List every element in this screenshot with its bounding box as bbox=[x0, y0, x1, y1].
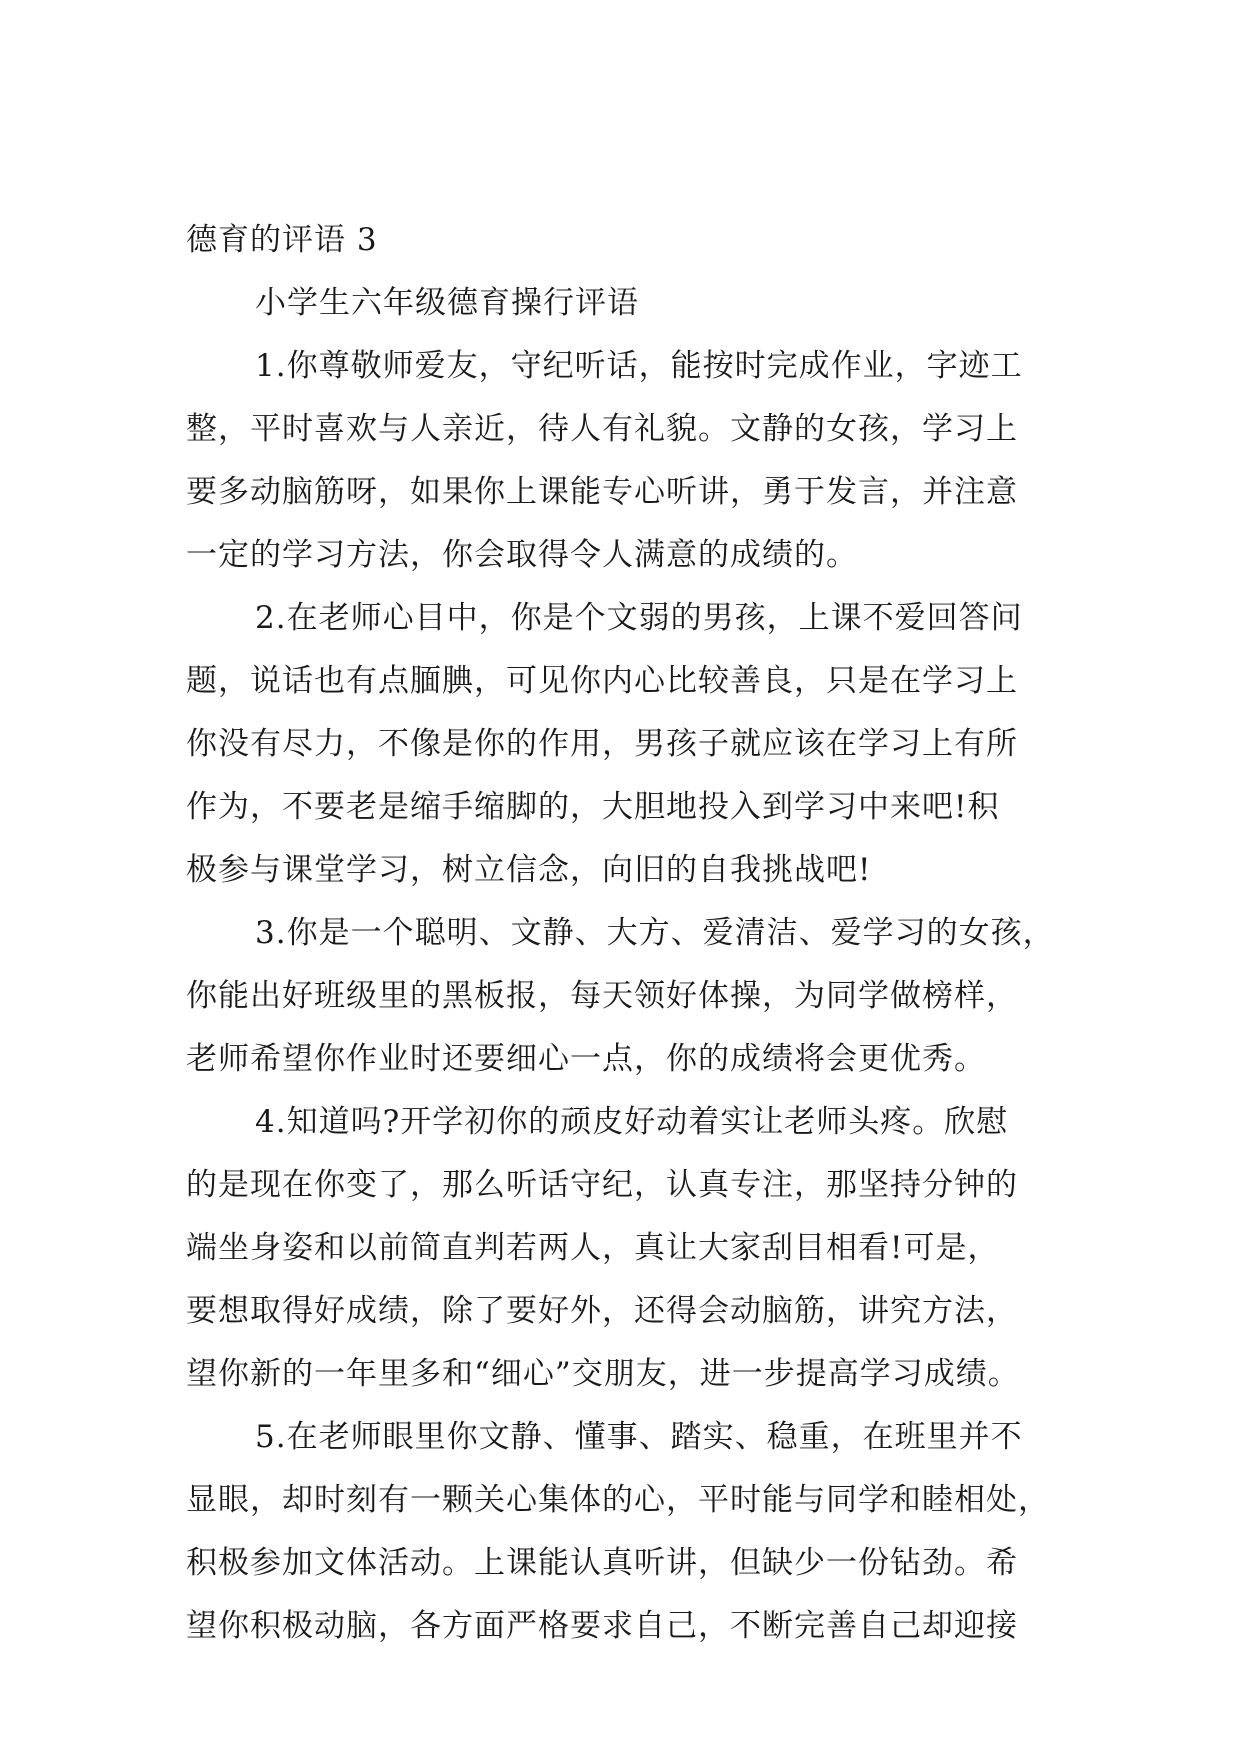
paragraph-line: 望你新的一年里多和“细心”交朋友，进一步提高学习成绩。 bbox=[186, 1356, 1020, 1392]
paragraph-line: 要想取得好成绩，除了要好外，还得会动脑筋，讲究方法， bbox=[186, 1293, 1018, 1329]
paragraph-line: 2.在老师心目中，你是个文弱的男孩，上课不爱回答问 bbox=[255, 600, 1023, 636]
paragraph-line: 的是现在你变了，那么听话守纪，认真专注，那坚持分钟的 bbox=[186, 1167, 1018, 1203]
paragraph-line: 作为，不要老是缩手缩脚的，大胆地投入到学习中来吧!积 bbox=[186, 789, 1000, 825]
paragraph-line: 积极参加文体活动。上课能认真听讲，但缺少一份钻劲。希 bbox=[186, 1545, 1018, 1581]
paragraph-line: 显眼，却时刻有一颗关心集体的心，平时能与同学和睦相处， bbox=[186, 1482, 1050, 1518]
paragraph-line: 端坐身姿和以前简直判若两人，真让大家刮目相看!可是， bbox=[186, 1230, 1000, 1266]
paragraph-line: 老师希望你作业时还要细心一点，你的成绩将会更优秀。 bbox=[186, 1041, 986, 1077]
paragraph-line: 5.在老师眼里你文静、懂事、踏实、稳重，在班里并不 bbox=[255, 1419, 1023, 1455]
paragraph-line: 1.你尊敬师爱友，守纪听话，能按时完成作业，字迹工 bbox=[255, 348, 1023, 384]
paragraph-line: 3.你是一个聪明、文静、大方、爱清洁、爱学习的女孩， bbox=[255, 915, 1055, 951]
paragraph-line: 题，说话也有点腼腆，可见你内心比较善良，只是在学习上 bbox=[186, 663, 1018, 699]
paragraph-line: 要多动脑筋呀，如果你上课能专心听讲，勇于发言，并注意 bbox=[186, 474, 1018, 510]
document-subtitle: 小学生六年级德育操行评语 bbox=[255, 285, 639, 321]
paragraph-line: 望你积极动脑，各方面严格要求自己，不断完善自己却迎接 bbox=[186, 1608, 1018, 1644]
paragraph-line: 一定的学习方法，你会取得令人满意的成绩的。 bbox=[186, 537, 858, 573]
paragraph-line: 4.知道吗?开学初你的顽皮好动着实让老师头疼。欣慰 bbox=[255, 1104, 1009, 1140]
paragraph-line: 极参与课堂学习，树立信念，向旧的自我挑战吧! bbox=[186, 852, 872, 888]
document-title: 德育的评语 3 bbox=[186, 222, 378, 258]
paragraph-line: 整，平时喜欢与人亲近，待人有礼貌。文静的女孩，学习上 bbox=[186, 411, 1018, 447]
paragraph-line: 你能出好班级里的黑板报，每天领好体操，为同学做榜样， bbox=[186, 978, 1018, 1014]
paragraph-line: 你没有尽力，不像是你的作用，男孩子就应该在学习上有所 bbox=[186, 726, 1018, 762]
